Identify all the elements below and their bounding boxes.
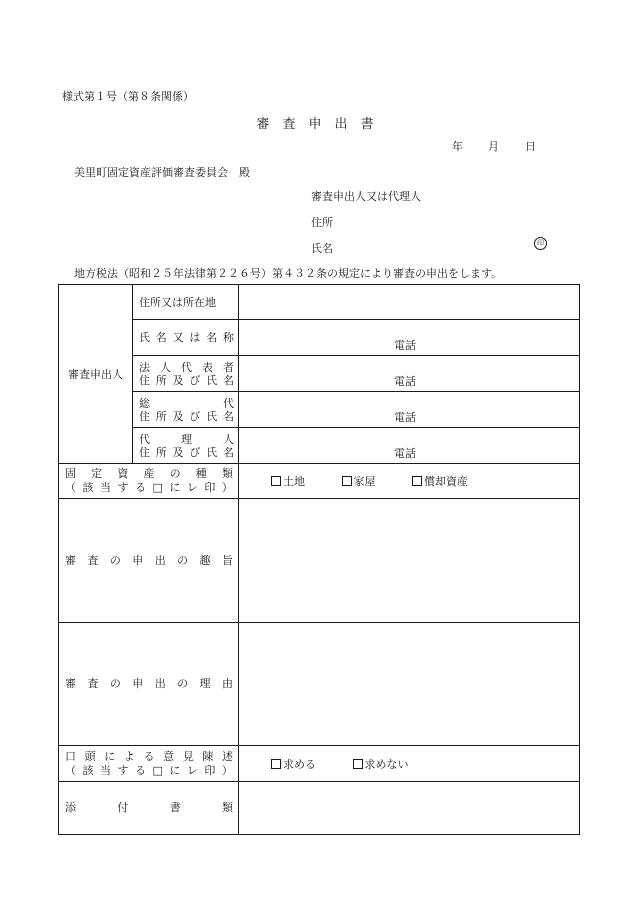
phone-label: 電話 [394, 339, 416, 352]
application-form-table [58, 284, 580, 835]
agent-field[interactable] [239, 428, 580, 464]
date-year-label: 年 [452, 140, 463, 153]
reason-field[interactable] [239, 623, 580, 746]
corporate-rep-field[interactable] [239, 356, 580, 392]
row-label-reason: 審 査 の 申 出 の 理 由 [59, 623, 239, 746]
row-label-purpose: 審 査 の 申 出 の 趣 旨 [59, 499, 239, 623]
attachments-field[interactable] [239, 782, 580, 835]
oral-statement-options [239, 746, 580, 782]
form-number: 様式第１号（第８条関係） [62, 90, 194, 103]
checkbox-land[interactable]: 土地 [271, 473, 305, 489]
table-row [59, 782, 580, 835]
checkbox-depreciable-assets[interactable]: 償却資産 [412, 473, 468, 489]
purpose-field[interactable] [239, 499, 580, 623]
table-row [59, 285, 580, 320]
row-label-attachments: 添 付 書 類 [59, 782, 239, 835]
row-label-corporate-rep: 法 人 代 表 者 住 所 及 び 氏 名 [133, 356, 239, 392]
date-month-label: 月 [488, 140, 499, 153]
checkbox-icon[interactable] [353, 759, 363, 769]
representative-field[interactable] [239, 392, 580, 428]
row-label-agent: 代 理 人 住 所 及 び 氏 名 [133, 428, 239, 464]
table-row [59, 623, 580, 746]
checkbox-icon[interactable] [271, 476, 281, 486]
table-row [59, 746, 580, 782]
checkbox-icon[interactable] [342, 476, 352, 486]
checkbox-not-request[interactable]: 求めない [353, 756, 409, 772]
table-row [59, 428, 580, 464]
row-label-address: 住所又は所在地 [133, 285, 239, 320]
phone-label: 電話 [394, 411, 416, 424]
table-row [59, 392, 580, 428]
address-field[interactable] [239, 285, 580, 320]
row-label-representative: 総 代 住 所 及 び 氏 名 [133, 392, 239, 428]
addressee: 美里町固定資産評価審査委員会 殿 [74, 166, 250, 179]
seal-mark-icon: 印 [534, 237, 547, 250]
name-field[interactable] [239, 320, 580, 356]
date-day-label: 日 [525, 140, 536, 153]
checkbox-icon[interactable] [412, 476, 422, 486]
applicant-group-label: 審査申出人 [59, 285, 133, 464]
row-label-name: 氏 名 又 は 名 称 [133, 320, 239, 356]
row-label-oral-statement: 口 頭 に よ る 意 見 陳 述 （ 該 当 す る □ に レ 印 ） [59, 746, 239, 782]
applicant-name-label: 氏名 [311, 242, 333, 255]
checkbox-icon[interactable] [271, 759, 281, 769]
applicant-address-label: 住所 [311, 216, 333, 229]
checkbox-request[interactable]: 求める [271, 756, 316, 772]
table-row [59, 499, 580, 623]
asset-type-options [239, 464, 580, 499]
application-statement: 地方税法（昭和２５年法律第２２６号）第４３２条の規定により審査の申出をします。 [74, 267, 503, 280]
applicant-role: 審査申出人又は代理人 [311, 190, 421, 203]
table-row [59, 356, 580, 392]
phone-label: 電話 [394, 375, 416, 388]
phone-label: 電話 [394, 447, 416, 460]
checkbox-house[interactable]: 家屋 [342, 473, 376, 489]
table-row [59, 320, 580, 356]
document-title: 審査申出書 [256, 117, 387, 132]
row-label-asset-type: 固 定 資 産 の 種 類 （ 該 当 す る □ に レ 印 ） [59, 464, 239, 499]
table-row [59, 464, 580, 499]
